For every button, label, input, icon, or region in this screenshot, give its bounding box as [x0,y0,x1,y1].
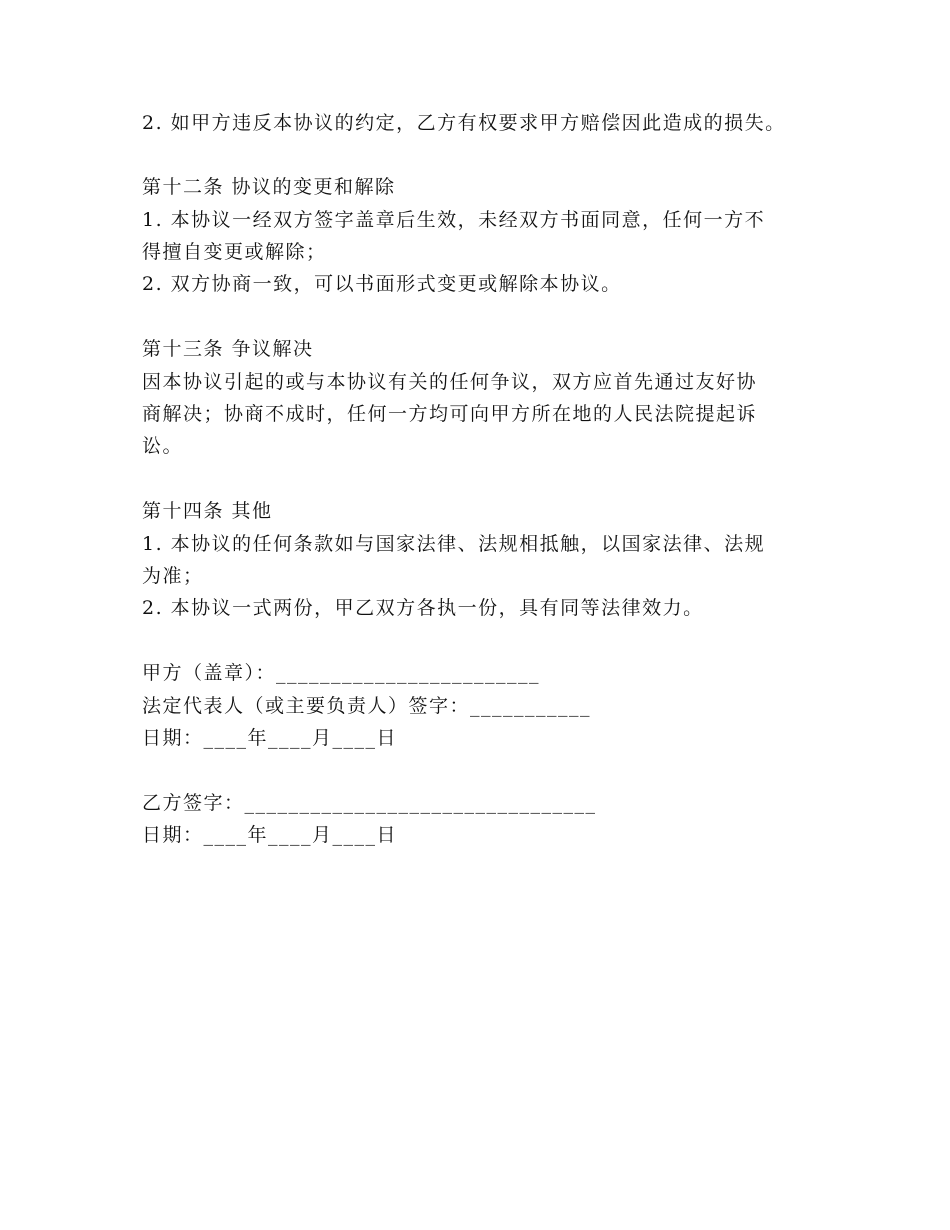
clause-12-item-1-line-2: 得擅自变更或解除； [142,241,327,263]
legal-representative-signature-field: 法定代表人（或主要负责人）签字：___________ [142,695,592,717]
party-b-signature-field: 乙方签字：________________________________ [142,792,597,814]
clause-14-item-2: 2. 本协议一式两份，甲乙双方各执一份，具有同等法律效力。 [142,597,704,619]
clause-13-line-3: 讼。 [142,435,184,457]
clause-14-heading: 第十四条 其他 [142,500,273,522]
clause-13-line-2: 商解决；协商不成时，任何一方均可向甲方所在地的人民法院提起诉 [142,403,758,425]
clause-14-item-1-line-1: 1. 本协议的任何条款如与国家法律、法规相抵触，以国家法律、法规 [142,533,766,555]
party-a-seal-field: 甲方（盖章）：________________________ [142,662,541,684]
clause-13-heading: 第十三条 争议解决 [142,338,314,360]
party-a-date-field: 日期：____年____月____日 [142,727,398,749]
clause-12-heading: 第十二条 协议的变更和解除 [142,176,396,198]
clause-11-item-2: 2. 如甲方违反本协议的约定，乙方有权要求甲方赔偿因此造成的损失。 [142,112,786,134]
clause-13-line-1: 因本协议引起的或与本协议有关的任何争议，双方应首先通过友好协 [142,371,758,393]
party-b-date-field: 日期：____年____月____日 [142,824,398,846]
clause-12-item-1-line-1: 1. 本协议一经双方签字盖章后生效，未经双方书面同意，任何一方不 [142,209,766,231]
clause-14-item-1-line-2: 为准； [142,565,204,587]
clause-12-item-2: 2. 双方协商一致，可以书面形式变更或解除本协议。 [142,273,622,295]
